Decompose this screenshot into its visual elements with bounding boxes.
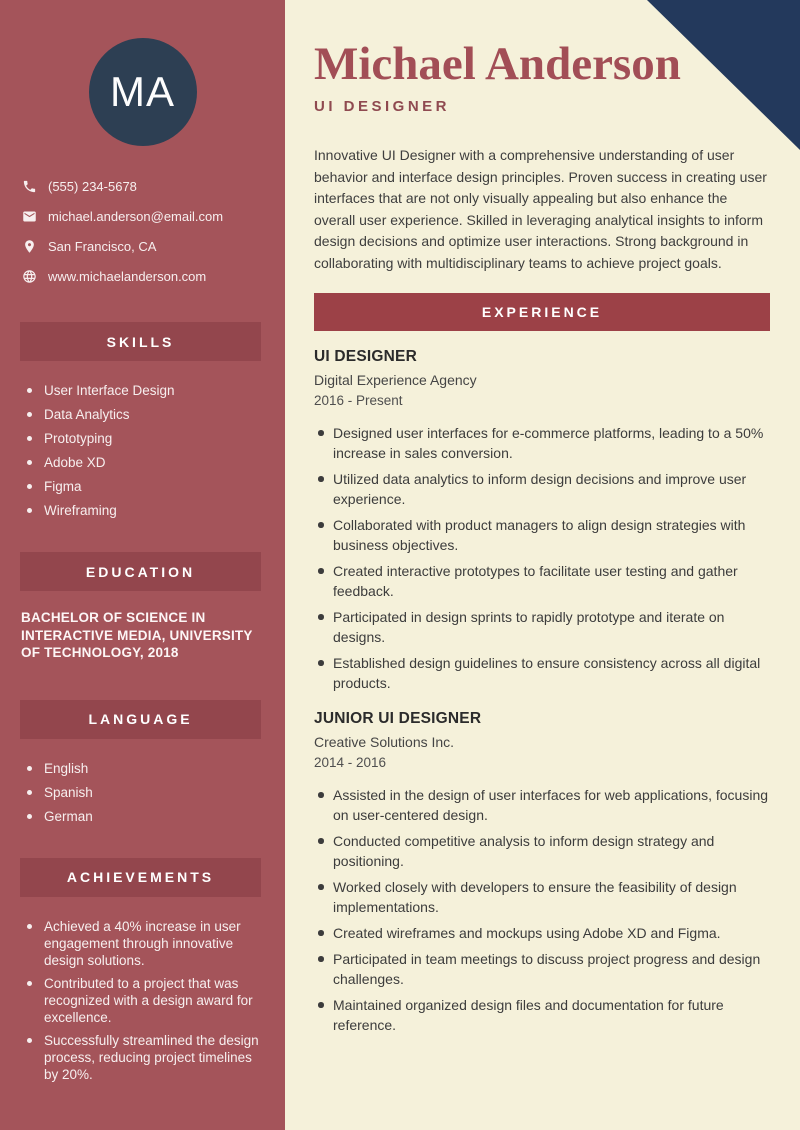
main-column: [285, 0, 800, 1130]
contact-website: [22, 269, 267, 284]
job-bullet-list: [314, 785, 770, 1035]
contact-email-text: michael.anderson@email.com: [48, 209, 224, 224]
job-bullet: Created interactive prototypes to facilitate user testing and gather feedback.: [314, 561, 769, 601]
experience-section-header: EXPERIENCE: [314, 293, 770, 331]
achievement-item: Contributed to a project that was recognized with a design award for excellence.: [22, 975, 267, 1026]
job-bullet: Worked closely with developers to ensure the feasibility of design implementations.: [314, 877, 769, 917]
page-title: Michael Anderson: [314, 38, 681, 90]
job-bullet: Collaborated with product managers to align design strategies with business objectives.: [314, 515, 769, 555]
skill-item: Prototyping: [22, 430, 267, 447]
role-subtitle: UI DESIGNER: [314, 98, 451, 116]
education-section-header: EDUCATION: [20, 552, 261, 591]
email-icon: [22, 209, 37, 224]
achievements-list: [0, 918, 285, 1083]
contact-phone-text: (555) 234-5678: [48, 179, 137, 194]
language-item: Spanish: [22, 784, 267, 801]
job-entry: [314, 710, 770, 1035]
job-bullet: Assisted in the design of user interfaces for web applications, focusing on user-centered design.: [314, 785, 769, 825]
job-entry: [314, 348, 770, 693]
job-title: UI DESIGNER: [314, 348, 417, 366]
job-dates: 2014 - 2016: [314, 755, 387, 771]
language-item: German: [22, 808, 267, 825]
language-list: [0, 760, 285, 825]
skill-item: Wireframing: [22, 502, 267, 519]
job-company: Creative Solutions Inc.: [314, 734, 455, 751]
job-bullet: Participated in design sprints to rapidly prototype and iterate on designs.: [314, 607, 769, 647]
job-bullet: Participated in team meetings to discuss project progress and design challenges.: [314, 949, 769, 989]
contact-location: [22, 239, 267, 254]
skills-section-header: SKILLS: [20, 322, 261, 361]
phone-icon: [22, 179, 37, 194]
skill-item: Data Analytics: [22, 406, 267, 423]
contact-website-text: www.michaelanderson.com: [48, 269, 207, 284]
avatar: [89, 38, 197, 146]
language-section-header: LANGUAGE: [20, 700, 261, 739]
achievements-section-header: ACHIEVEMENTS: [20, 858, 261, 897]
job-company: Digital Experience Agency: [314, 372, 477, 389]
contact-phone: [22, 179, 267, 194]
location-icon: [22, 239, 37, 254]
contact-email: [22, 209, 267, 224]
job-title: JUNIOR UI DESIGNER: [314, 710, 482, 728]
job-bullet-list: [314, 423, 770, 693]
skill-item: User Interface Design: [22, 382, 267, 399]
job-bullet: Established design guidelines to ensure consistency across all digital products.: [314, 653, 769, 693]
language-item: English: [22, 760, 267, 777]
contact-list: [0, 179, 285, 284]
skill-item: Adobe XD: [22, 454, 267, 471]
skill-item: Figma: [22, 478, 267, 495]
achievement-item: Achieved a 40% increase in user engagement through innovative design solutions.: [22, 918, 267, 969]
job-bullet: Utilized data analytics to inform design decisions and improve user experience.: [314, 469, 769, 509]
avatar-initials: MA: [110, 68, 175, 115]
globe-icon: [22, 269, 37, 284]
sidebar: [0, 0, 285, 1130]
achievement-item: Successfully streamlined the design process, reducing project timelines by 20%.: [22, 1032, 267, 1083]
summary-paragraph: Innovative UI Designer with a comprehensive understanding of user behavior and interface design principles. Proven success in creating user interfaces that are not only visually appealing but also enhance the overall user experience. Skilled in leveraging analytical insights to inform design decisions and optimize user interactions. Strong background in collaborating with multidisciplinary teams to achieve project goals.: [314, 147, 767, 271]
job-bullet: Conducted competitive analysis to inform design strategy and positioning.: [314, 831, 769, 871]
job-bullet: Maintained organized design files and documentation for future reference.: [314, 995, 769, 1035]
job-bullet: Designed user interfaces for e-commerce platforms, leading to a 50% increase in sales conversion.: [314, 423, 769, 463]
education-text: BACHELOR OF SCIENCE IN INTERACTIVE MEDIA, UNIVERSITY OF TECHNOLOGY, 2018: [21, 610, 253, 660]
job-dates: 2016 - Present: [314, 393, 403, 409]
contact-location-text: San Francisco, CA: [48, 239, 157, 254]
job-bullet: Created wireframes and mockups using Adobe XD and Figma.: [314, 923, 769, 943]
skills-list: [0, 382, 285, 519]
